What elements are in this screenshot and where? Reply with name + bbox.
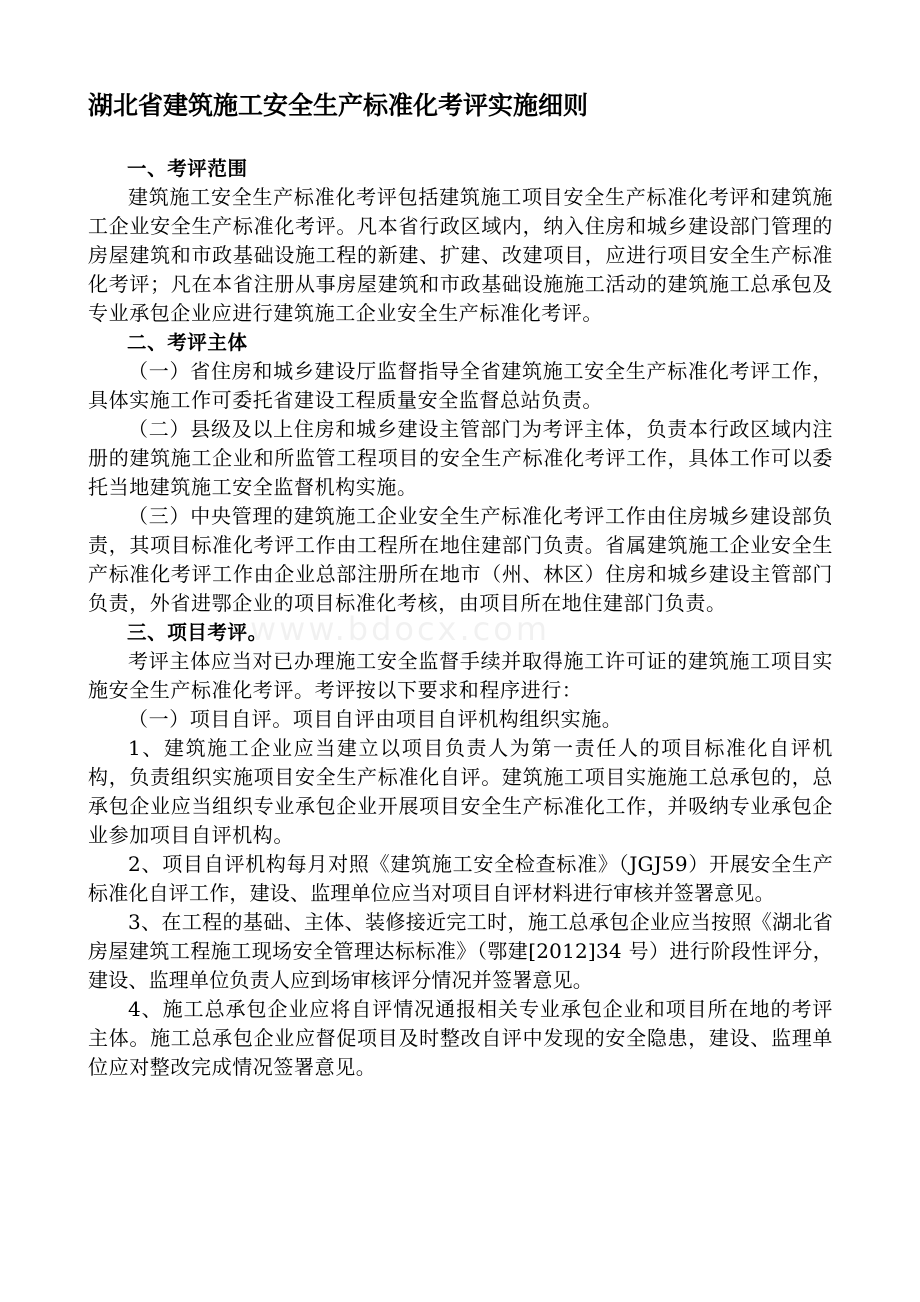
document-title: 湖北省建筑施工安全生产标准化考评实施细则 xyxy=(88,91,589,120)
paragraph-item-2: 2、项目自评机构每月对照《建筑施工安全检查标准》（JGJ59）开展安全生产标准化自评工作，建设、监理单位应当对项目自评材料进行审核并签署意见。 xyxy=(88,852,833,905)
paragraph-scope: 建筑施工安全生产标准化考评包括建筑施工项目安全生产标准化考评和建筑施工企业安全生产标准化考评。凡本省行政区域内，纳入住房和城乡建设部门管理的房屋建筑和市政基础设施工程的新建、扩建、改建项目，应进行项目安全生产标准化考评；凡在本省注册从事房屋建筑和市政基础设施施工活动的建筑施工总承包及专业承包企业应进行建筑施工企业安全生产标准化考评。 xyxy=(88,185,833,325)
paragraph-project-intro: 考评主体应当对已办理施工安全监督手续并取得施工许可证的建筑施工项目实施安全生产标准化考评。考评按以下要求和程序进行： xyxy=(88,649,833,702)
paragraph-subject-3: （三）中央管理的建筑施工企业安全生产标准化考评工作由住房城乡建设部负责，其项目标准化考评工作由工程所在地住建部门负责。省属建筑施工企业安全生产标准化考评工作由企业总部注册所在地市（州、林区）住房和城乡建设主管部门负责，外省进鄂企业的项目标准化考核，由项目所在地住建部门负责。 xyxy=(88,504,833,615)
document-body xyxy=(88,154,833,1082)
paragraph-item-4: 4、施工总承包企业应将自评情况通报相关专业承包企业和项目所在地的考评主体。施工总承包企业应督促项目及时整改自评中发现的安全隐患，建设、监理单位应对整改完成情况签署意见。 xyxy=(88,997,833,1079)
section-heading-subject: 二、考评主体 xyxy=(127,331,248,354)
section-heading-project: 三、项目考评。 xyxy=(127,621,268,644)
paragraph-subject-1: （一）省住房和城乡建设厅监督指导全省建筑施工安全生产标准化考评工作，具体实施工作可委托省建设工程质量安全监督总站负责。 xyxy=(88,359,833,412)
watermark: www.bdocx.com xyxy=(250,610,550,648)
paragraph-subject-2: （二）县级及以上住房和城乡建设主管部门为考评主体，负责本行政区域内注册的建筑施工企业和所监管工程项目的安全生产标准化考评工作，具体工作可以委托当地建筑施工安全监督机构实施。 xyxy=(88,417,833,499)
paragraph-project-self-eval: （一）项目自评。项目自评由项目自评机构组织实施。 xyxy=(128,707,623,731)
section-heading-scope: 一、考评范围 xyxy=(127,157,248,180)
paragraph-item-1: 1、建筑施工企业应当建立以项目负责人为第一责任人的项目标准化自评机构，负责组织实施项目安全生产标准化自评。建筑施工项目实施施工总承包的，总承包企业应当组织专业承包企业开展项目安全生产标准化工作，并吸纳专业承包企业参加项目自评机构。 xyxy=(88,736,833,847)
paragraph-item-3: 3、在工程的基础、主体、装修接近完工时，施工总承包企业应当按照《湖北省房屋建筑工程施工现场安全管理达标标准》（鄂建[2012]34 号）进行阶段性评分，建设、监理单位负责人应到场审核评分情况并签署意见。 xyxy=(88,910,833,992)
